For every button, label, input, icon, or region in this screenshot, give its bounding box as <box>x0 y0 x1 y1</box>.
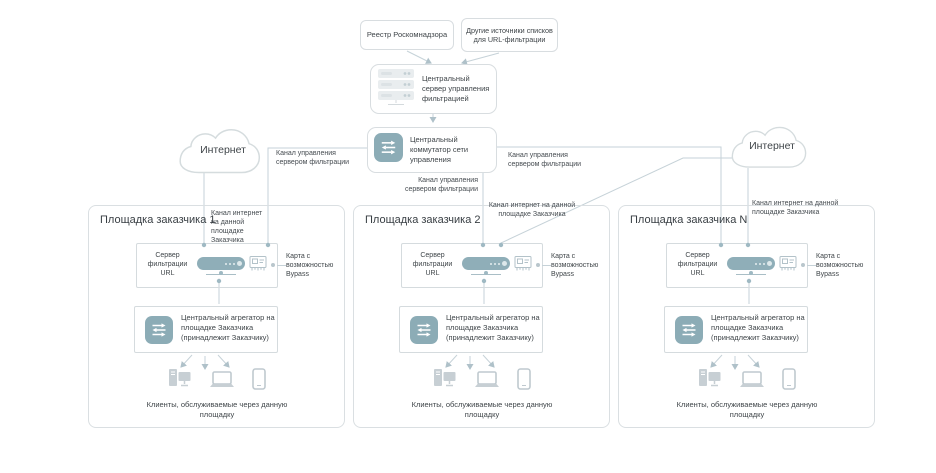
client-devices <box>382 366 582 395</box>
site-title: Площадка заказчика 2 <box>365 214 481 226</box>
mgmt-channel-label-3: Канал управления сервером фильтрации <box>508 152 582 169</box>
bypass-card-icon <box>779 255 799 279</box>
aggregator-label: Центральный агрегатор на площадке Заказчика (принадлежит Заказчику) <box>446 313 540 342</box>
node-other-sources <box>461 18 558 52</box>
tablet-icon <box>252 368 266 395</box>
bypass-card-icon <box>514 255 534 279</box>
filter-server-label: Сервер фильтрации URL <box>677 252 718 278</box>
inet-channel-label: Канал интернет на данной площадке Заказчика <box>752 200 839 217</box>
internet-cloud-left <box>176 126 270 180</box>
tablet-icon <box>782 368 796 395</box>
bypass-connector-dot <box>536 263 540 267</box>
site-panel-2 <box>353 202 610 428</box>
appliance-port-dot <box>219 271 223 275</box>
internet-label: Интернет <box>200 144 246 156</box>
clients-label: Клиенты, обслуживаемые через данную площадку <box>411 400 553 420</box>
desktop-pc-icon <box>168 366 192 395</box>
internet-cloud-right <box>728 124 816 174</box>
site-title: Площадка заказчика 1 <box>100 214 216 226</box>
node-central-switch <box>367 127 497 173</box>
filter-server-label: Сервер фильтрации URL <box>412 252 453 278</box>
filter-appliance-icon <box>462 257 510 270</box>
switch-icon <box>374 133 403 167</box>
switch-icon <box>145 316 173 349</box>
desktop-pc-icon <box>698 366 722 395</box>
appliance-port-dot <box>749 271 753 275</box>
bypass-card-label: Карта с возможностью Bypass <box>551 253 599 279</box>
aggregator-box <box>134 306 278 353</box>
clients-label: Клиенты, обслуживаемые через данную площадку <box>146 400 288 420</box>
switch-icon <box>410 316 438 349</box>
internet-label: Интернет <box>749 140 795 152</box>
bypass-connector-dash <box>277 265 286 266</box>
laptop-icon <box>208 370 236 395</box>
bypass-connector-dash <box>807 265 816 266</box>
filter-server-label: Сервер фильтрации URL <box>147 252 188 278</box>
filter-server-box <box>666 243 808 288</box>
node-registry-label: Реестр Роскомнадзора <box>366 30 448 40</box>
switch-icon <box>675 316 703 349</box>
desktop-pc-icon <box>433 366 457 395</box>
mgmt-channel-label-1: Канал управления сервером фильтрации <box>276 150 350 167</box>
bypass-connector-dash <box>542 265 551 266</box>
server-icon <box>377 67 415 112</box>
aggregator-box <box>664 306 808 353</box>
bypass-card-icon <box>249 255 269 279</box>
aggregator-box <box>399 306 543 353</box>
node-central-server-label: Центральный сервер управления фильтрацией <box>422 74 490 103</box>
tablet-icon <box>517 368 531 395</box>
client-devices <box>117 366 317 395</box>
inet-channel-label: Канал интернет на данной площадке Заказчика <box>211 210 263 245</box>
filter-appliance-icon <box>727 257 775 270</box>
bypass-card-label: Карта с возможностью Bypass <box>816 253 864 279</box>
appliance-port-dot <box>484 271 488 275</box>
site-panel-1 <box>88 205 345 428</box>
filter-server-box <box>401 243 543 288</box>
bypass-connector-dot <box>801 263 805 267</box>
site-panel-n <box>618 200 875 428</box>
bypass-connector-dot <box>271 263 275 267</box>
node-registry <box>360 20 454 50</box>
inet-channel-label: Канал интернет на данной площадке Заказчика <box>488 202 576 219</box>
site-title: Площадка заказчика N <box>630 214 748 226</box>
aggregator-label: Центральный агрегатор на площадке Заказчика (принадлежит Заказчику) <box>711 313 805 342</box>
filter-appliance-icon <box>197 257 245 270</box>
mgmt-channel-label-2: Канал управления сервером фильтрации <box>404 177 478 194</box>
filter-server-box <box>136 243 278 288</box>
client-devices <box>647 366 847 395</box>
bypass-card-label: Карта с возможностью Bypass <box>286 253 334 279</box>
aggregator-label: Центральный агрегатор на площадке Заказчика (принадлежит Заказчику) <box>181 313 275 342</box>
node-other-sources-label: Другие источники списков для URL-фильтрации <box>466 25 553 44</box>
clients-label: Клиенты, обслуживаемые через данную площадку <box>676 400 818 420</box>
node-central-switch-label: Центральный коммутатор сети управления <box>410 135 469 164</box>
laptop-icon <box>738 370 766 395</box>
laptop-icon <box>473 370 501 395</box>
node-central-server <box>370 64 497 114</box>
